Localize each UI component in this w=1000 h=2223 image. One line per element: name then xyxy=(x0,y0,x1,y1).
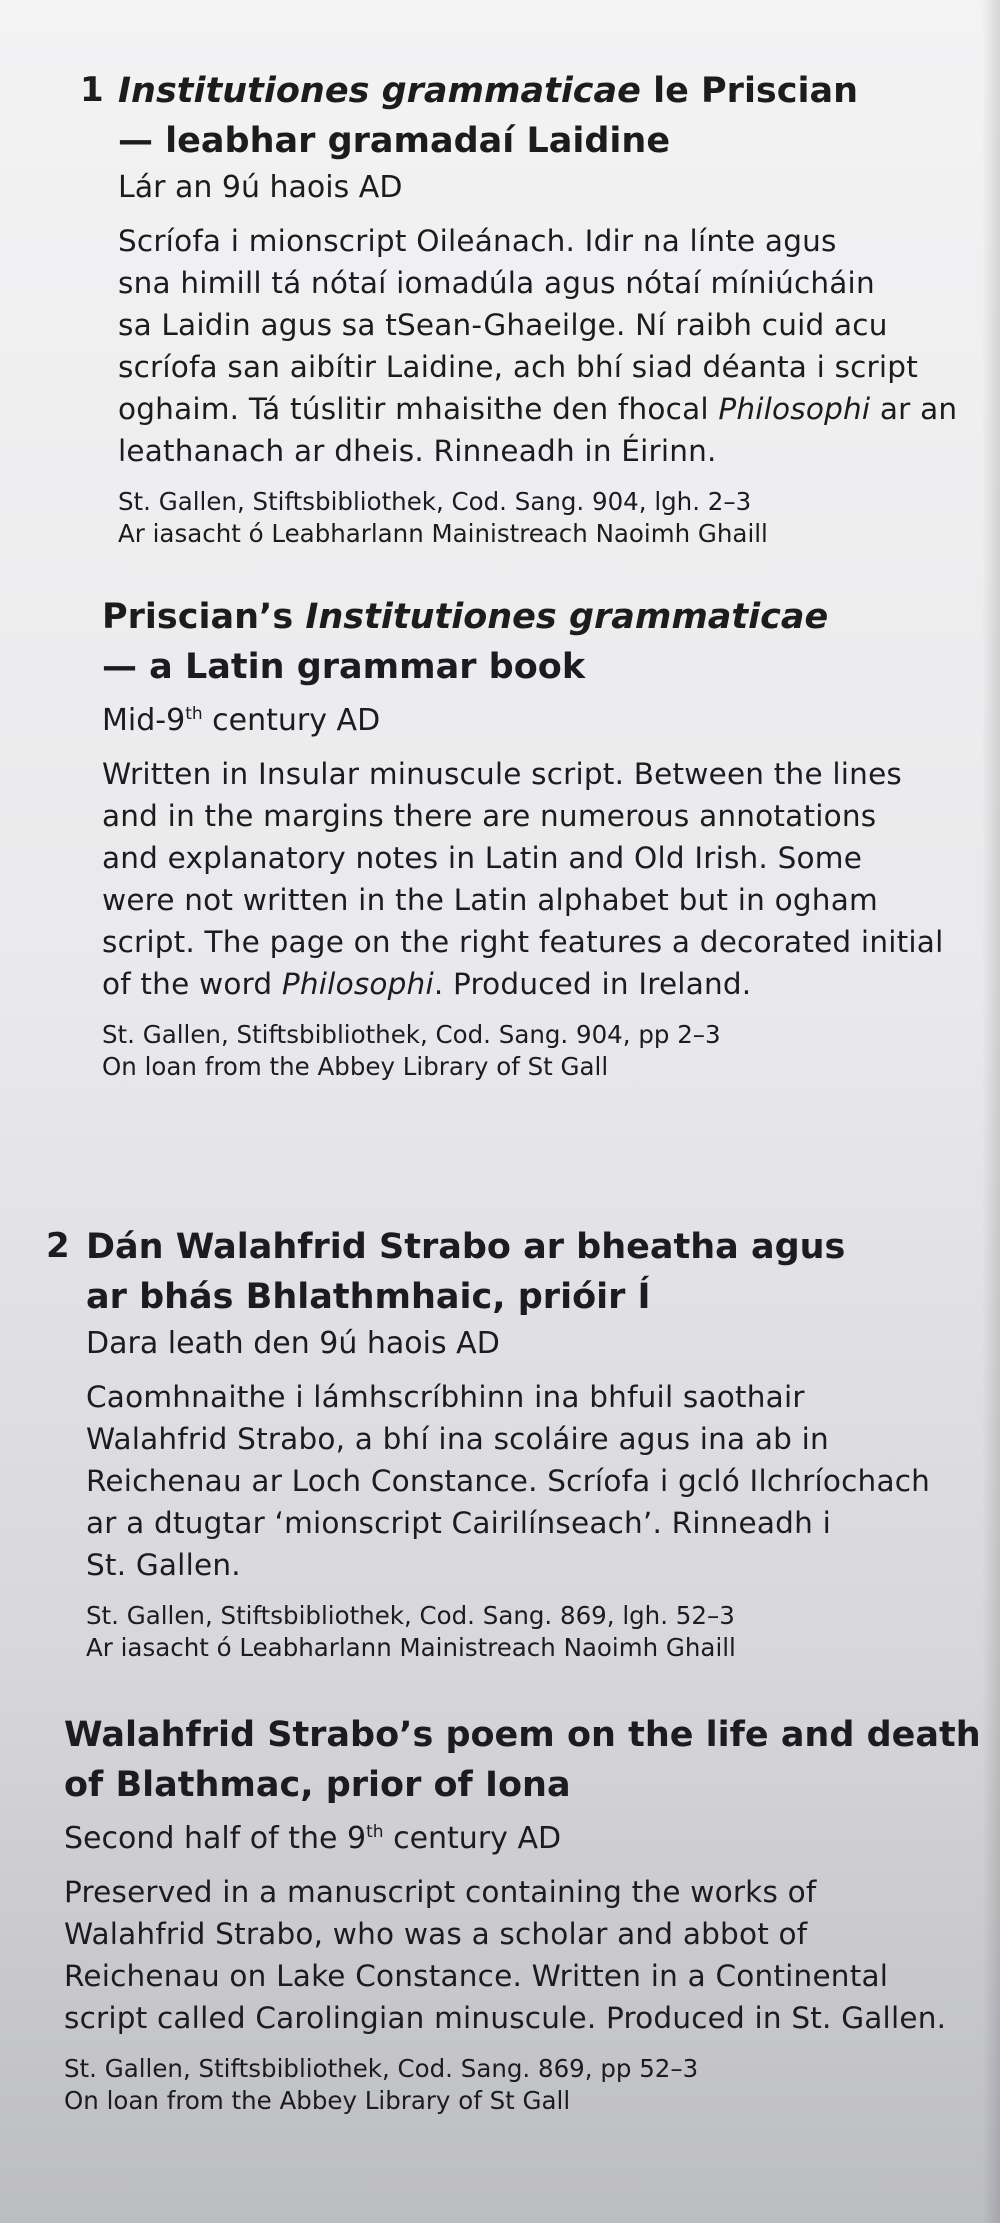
description-line: Walahfrid Strabo, a bhí ina scoláire agus ina ab in xyxy=(86,1422,829,1456)
date-superscript: th xyxy=(366,1822,384,1842)
entry-1-english xyxy=(102,592,982,1083)
loan-credit: Ar iasacht ó Leabharlann Mainistreach Naoimh Ghaill xyxy=(118,519,768,548)
description-line: Reichenau ar Loch Constance. Scríofa i gcló Ilchríochach xyxy=(86,1464,931,1498)
entry-number: 2 xyxy=(46,1226,70,1266)
shelfmark: St. Gallen, Stiftsbibliothek, Cod. Sang. 904, lgh. 2–3 xyxy=(118,487,752,516)
title-text: Priscian’s xyxy=(102,597,306,637)
description-line: script. The page on the right features a decorated initial xyxy=(102,925,944,959)
description-text: . Produced in Ireland. xyxy=(433,967,752,1001)
entry-2-irish xyxy=(46,1222,976,1664)
date-superscript: th xyxy=(185,704,203,724)
panel-edge-shadow xyxy=(982,0,1000,2223)
entry-date xyxy=(64,1810,984,1861)
entry-title-line2: — leabhar gramadaí Laidine xyxy=(118,121,671,161)
description-line: sa Laidin agus sa tSean-Ghaeilge. Ní raibh cuid acu xyxy=(118,308,888,342)
entry-title-line2: of Blathmac, prior of Iona xyxy=(64,1765,571,1805)
loan-credit: On loan from the Abbey Library of St Gall xyxy=(64,2086,571,2115)
description-line: Caomhnaithe i lámhscríbhinn ina bhfuil saothair xyxy=(86,1380,805,1414)
title-text: le Priscian xyxy=(640,71,859,111)
description-line: Written in Insular minuscule script. Between the lines xyxy=(102,757,902,791)
entry-description xyxy=(86,1376,976,1586)
description-line: and explanatory notes in Latin and Old Irish. Some xyxy=(102,841,863,875)
entry-description xyxy=(102,753,982,1005)
date-text: century AD xyxy=(383,1821,562,1856)
description-line: scríofa san aibítir Laidine, ach bhí siad déanta i script xyxy=(118,350,918,384)
entry-title-line2: ar bhás Bhlathmhaic, prióir Í xyxy=(86,1277,651,1317)
shelfmark: St. Gallen, Stiftsbibliothek, Cod. Sang. 904, pp 2–3 xyxy=(102,1020,721,1049)
entry-1-irish xyxy=(80,66,978,550)
description-line: and in the margins there are numerous annotations xyxy=(102,799,877,833)
loan-credit: On loan from the Abbey Library of St Gall xyxy=(102,1052,609,1081)
date-text: Mid-9 xyxy=(102,703,186,738)
entry-description xyxy=(64,1871,984,2039)
entry-title xyxy=(118,66,978,116)
entry-number: 1 xyxy=(80,70,104,110)
entry-date: Lár an 9ú haois AD xyxy=(118,170,403,205)
entry-description xyxy=(118,220,978,472)
description-line: Preserved in a manuscript containing the works of xyxy=(64,1875,817,1909)
date-text: Second half of the 9 xyxy=(64,1821,367,1856)
description-text: ar an xyxy=(870,392,958,426)
entry-title: Dán Walahfrid Strabo ar bheatha agus xyxy=(86,1227,846,1267)
entry-2-english xyxy=(64,1710,984,2117)
description-line: script called Carolingian minuscule. Produced in St. Gallen. xyxy=(64,2001,947,2035)
description-line: St. Gallen. xyxy=(86,1548,241,1582)
shelfmark: St. Gallen, Stiftsbibliothek, Cod. Sang. 869, pp 52–3 xyxy=(64,2054,699,2083)
description-italic: Philosophi xyxy=(718,392,871,426)
description-line: Reichenau on Lake Constance. Written in a Continental xyxy=(64,1959,889,1993)
entry-date: Dara leath den 9ú haois AD xyxy=(86,1326,500,1361)
description-line: leathanach ar dheis. Rinneadh in Éirinn. xyxy=(118,434,717,468)
work-title-italic: Institutiones grammaticae xyxy=(305,597,829,637)
description-line xyxy=(102,963,982,1005)
description-line: were not written in the Latin alphabet but in ogham xyxy=(102,883,878,917)
loan-credit: Ar iasacht ó Leabharlann Mainistreach Naoimh Ghaill xyxy=(86,1633,736,1662)
description-line: Walahfrid Strabo, who was a scholar and abbot of xyxy=(64,1917,808,1951)
entry-date xyxy=(102,692,982,743)
work-title-italic: Institutiones grammaticae xyxy=(118,71,641,111)
description-line: Scríofa i mionscript Oileánach. Idir na línte agus xyxy=(118,224,837,258)
description-text: of the word xyxy=(102,967,282,1001)
entry-title xyxy=(102,592,982,642)
description-line xyxy=(118,388,978,430)
description-line: ar a dtugtar ‘mionscript Cairilínseach’. Rinneadh i xyxy=(86,1506,831,1540)
date-text: century AD xyxy=(202,703,381,738)
entry-title: Walahfrid Strabo’s poem on the life and death xyxy=(64,1715,981,1755)
description-line: sna himill tá nótaí iomadúla agus nótaí míniúcháin xyxy=(118,266,875,300)
shelfmark: St. Gallen, Stiftsbibliothek, Cod. Sang. 869, lgh. 52–3 xyxy=(86,1601,735,1630)
entry-title-line2: — a Latin grammar book xyxy=(102,647,586,687)
description-italic: Philosophi xyxy=(281,967,434,1001)
description-text: oghaim. Tá túslitir mhaisithe den fhocal xyxy=(118,392,719,426)
